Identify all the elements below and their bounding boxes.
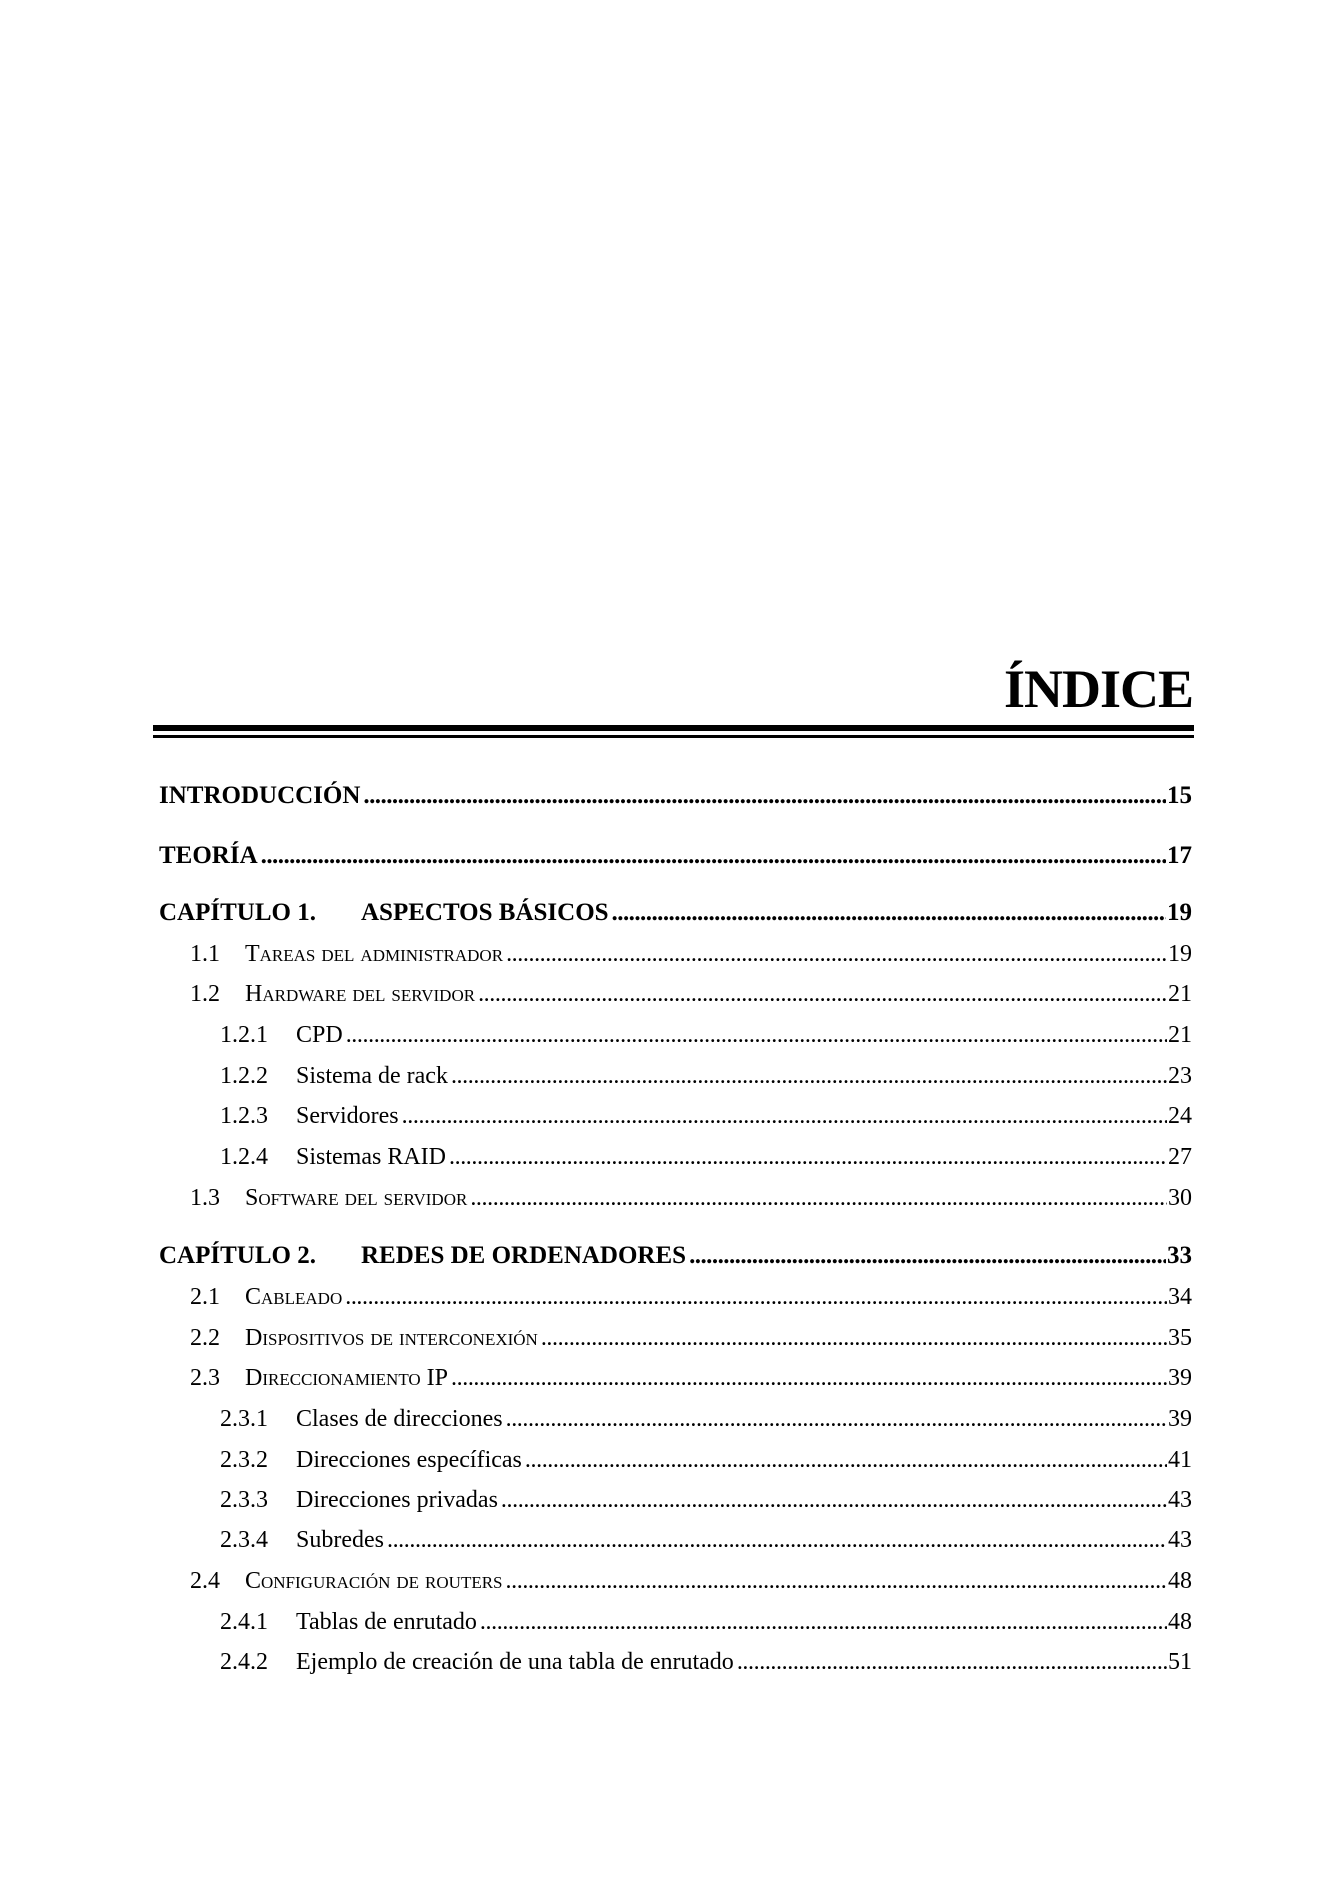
toc-entry-page: 17	[1167, 842, 1192, 869]
toc-entry-title: Subredes	[296, 1527, 384, 1553]
toc-entry	[159, 1609, 1192, 1636]
toc-entry-title: Tareas del administrador	[245, 941, 504, 967]
dot-leader	[449, 1144, 1167, 1171]
toc-entry-page: 39	[1168, 1365, 1192, 1391]
toc-entry-title: Direccionamiento IP	[245, 1365, 449, 1391]
toc-entry-page: 19	[1168, 941, 1192, 967]
toc-entry	[159, 1144, 1192, 1171]
toc-entry-title: TEORÍA	[159, 842, 258, 869]
toc-entry	[159, 981, 1192, 1008]
toc-entry	[159, 1487, 1192, 1514]
toc-entry-number: 2.4	[190, 1568, 220, 1594]
toc-entry-number: CAPÍTULO 2.	[159, 1242, 316, 1269]
dot-leader	[346, 1022, 1167, 1049]
dot-leader	[345, 1284, 1167, 1311]
toc-entry	[159, 899, 1192, 927]
toc-entry-page: 24	[1168, 1103, 1192, 1129]
toc-entry-title: Cableado	[245, 1284, 343, 1310]
toc-entry-title: REDES DE ORDENADORES	[361, 1242, 687, 1269]
toc-entry-page: 43	[1168, 1527, 1192, 1553]
toc-entry-number: 1.2.2	[220, 1063, 268, 1089]
toc-entry-page: 23	[1168, 1063, 1192, 1089]
dot-leader	[501, 1487, 1167, 1514]
dot-leader	[541, 1325, 1167, 1352]
toc-entry-number: 1.2.1	[220, 1022, 268, 1048]
dot-leader	[737, 1649, 1167, 1676]
toc-entry	[159, 1185, 1192, 1212]
toc-entry	[159, 1406, 1192, 1433]
toc-entry	[159, 1103, 1192, 1130]
toc-entry-page: 30	[1168, 1185, 1192, 1211]
toc-entry	[159, 1022, 1192, 1049]
dot-leader	[402, 1103, 1167, 1130]
toc-entry	[159, 1527, 1192, 1554]
toc-entry-title: ASPECTOS BÁSICOS	[361, 899, 609, 926]
toc-entry-page: 21	[1168, 1022, 1192, 1048]
toc-entry-page: 39	[1168, 1406, 1192, 1432]
toc-entry-title: Tablas de enrutado	[296, 1609, 477, 1635]
toc-entry	[159, 1649, 1192, 1676]
title-rule-thick	[153, 725, 1194, 731]
dot-leader	[506, 1568, 1167, 1595]
dot-leader	[387, 1527, 1167, 1554]
toc-entry-number: 2.3.3	[220, 1487, 268, 1513]
dot-leader	[451, 1063, 1167, 1090]
dot-leader	[451, 1365, 1167, 1392]
dot-leader	[480, 1609, 1167, 1636]
toc-entry-page: 34	[1168, 1284, 1192, 1310]
toc-entry-page: 48	[1168, 1568, 1192, 1594]
toc-entry-page: 35	[1168, 1325, 1192, 1351]
toc-entry-number: 2.3.1	[220, 1406, 268, 1432]
toc-entry-number: 1.1	[190, 941, 220, 967]
toc-entry-page: 43	[1168, 1487, 1192, 1513]
toc-entry-title: INTRODUCCIÓN	[159, 782, 361, 809]
toc-entry-title: Servidores	[296, 1103, 399, 1129]
dot-leader	[506, 941, 1167, 968]
toc-entry-title: Clases de direcciones	[296, 1406, 503, 1432]
toc-entry-number: 1.2	[190, 981, 220, 1007]
toc-entry-title: Sistemas RAID	[296, 1144, 446, 1170]
dot-leader	[525, 1447, 1167, 1474]
dot-leader	[261, 842, 1166, 870]
toc-entry-title: Direcciones específicas	[296, 1447, 522, 1473]
dot-leader	[470, 1185, 1167, 1212]
toc-entry-number: CAPÍTULO 1.	[159, 899, 316, 926]
toc-entry-number: 2.4.2	[220, 1649, 268, 1675]
toc-entry-page: 27	[1168, 1144, 1192, 1170]
toc-entry-title: Direcciones privadas	[296, 1487, 498, 1513]
toc-entry-number: 2.3.2	[220, 1447, 268, 1473]
toc-entry-title: CPD	[296, 1022, 343, 1048]
toc-entry-page: 48	[1168, 1609, 1192, 1635]
toc-entry	[159, 1568, 1192, 1595]
toc-entry	[159, 842, 1192, 870]
toc-entry-number: 2.3.4	[220, 1527, 268, 1553]
toc-entry-page: 21	[1168, 981, 1192, 1007]
toc-entry-page: 15	[1167, 782, 1192, 809]
toc-entry-title: Dispositivos de interconexión	[245, 1325, 538, 1351]
toc-entry	[159, 1063, 1192, 1090]
dot-leader	[478, 981, 1167, 1008]
toc-entry-title: Hardware del servidor	[245, 981, 476, 1007]
toc-entry-title: Configuración de routers	[245, 1568, 503, 1594]
toc-entry-number: 1.2.3	[220, 1103, 268, 1129]
title-rule-thin	[153, 735, 1194, 738]
toc-entry	[159, 1325, 1192, 1352]
toc-entry-number: 1.2.4	[220, 1144, 268, 1170]
toc-entry-number: 2.3	[190, 1365, 220, 1391]
toc-entry-page: 41	[1168, 1447, 1192, 1473]
toc-entry	[159, 1242, 1192, 1270]
toc-entry-number: 1.3	[190, 1185, 220, 1211]
toc-entry-title: Sistema de rack	[296, 1063, 448, 1089]
toc-entry	[159, 941, 1192, 968]
dot-leader	[612, 899, 1166, 927]
toc-entry	[159, 782, 1192, 810]
dot-leader	[363, 782, 1166, 810]
page-title: ÍNDICE	[1003, 659, 1193, 719]
toc-entry-page: 19	[1167, 899, 1192, 926]
toc-entry	[159, 1447, 1192, 1474]
toc-entry-number: 2.2	[190, 1325, 220, 1351]
toc-entry-number: 2.4.1	[220, 1609, 268, 1635]
toc-entry-page: 51	[1168, 1649, 1192, 1675]
toc-entry-title: Software del servidor	[245, 1185, 468, 1211]
dot-leader	[689, 1242, 1166, 1270]
toc-entry-page: 33	[1167, 1242, 1192, 1269]
toc-entry-number: 2.1	[190, 1284, 220, 1310]
dot-leader	[506, 1406, 1167, 1433]
toc-entry-title: Ejemplo de creación de una tabla de enrutado	[296, 1649, 734, 1675]
toc-entry	[159, 1284, 1192, 1311]
toc-entry	[159, 1365, 1192, 1392]
